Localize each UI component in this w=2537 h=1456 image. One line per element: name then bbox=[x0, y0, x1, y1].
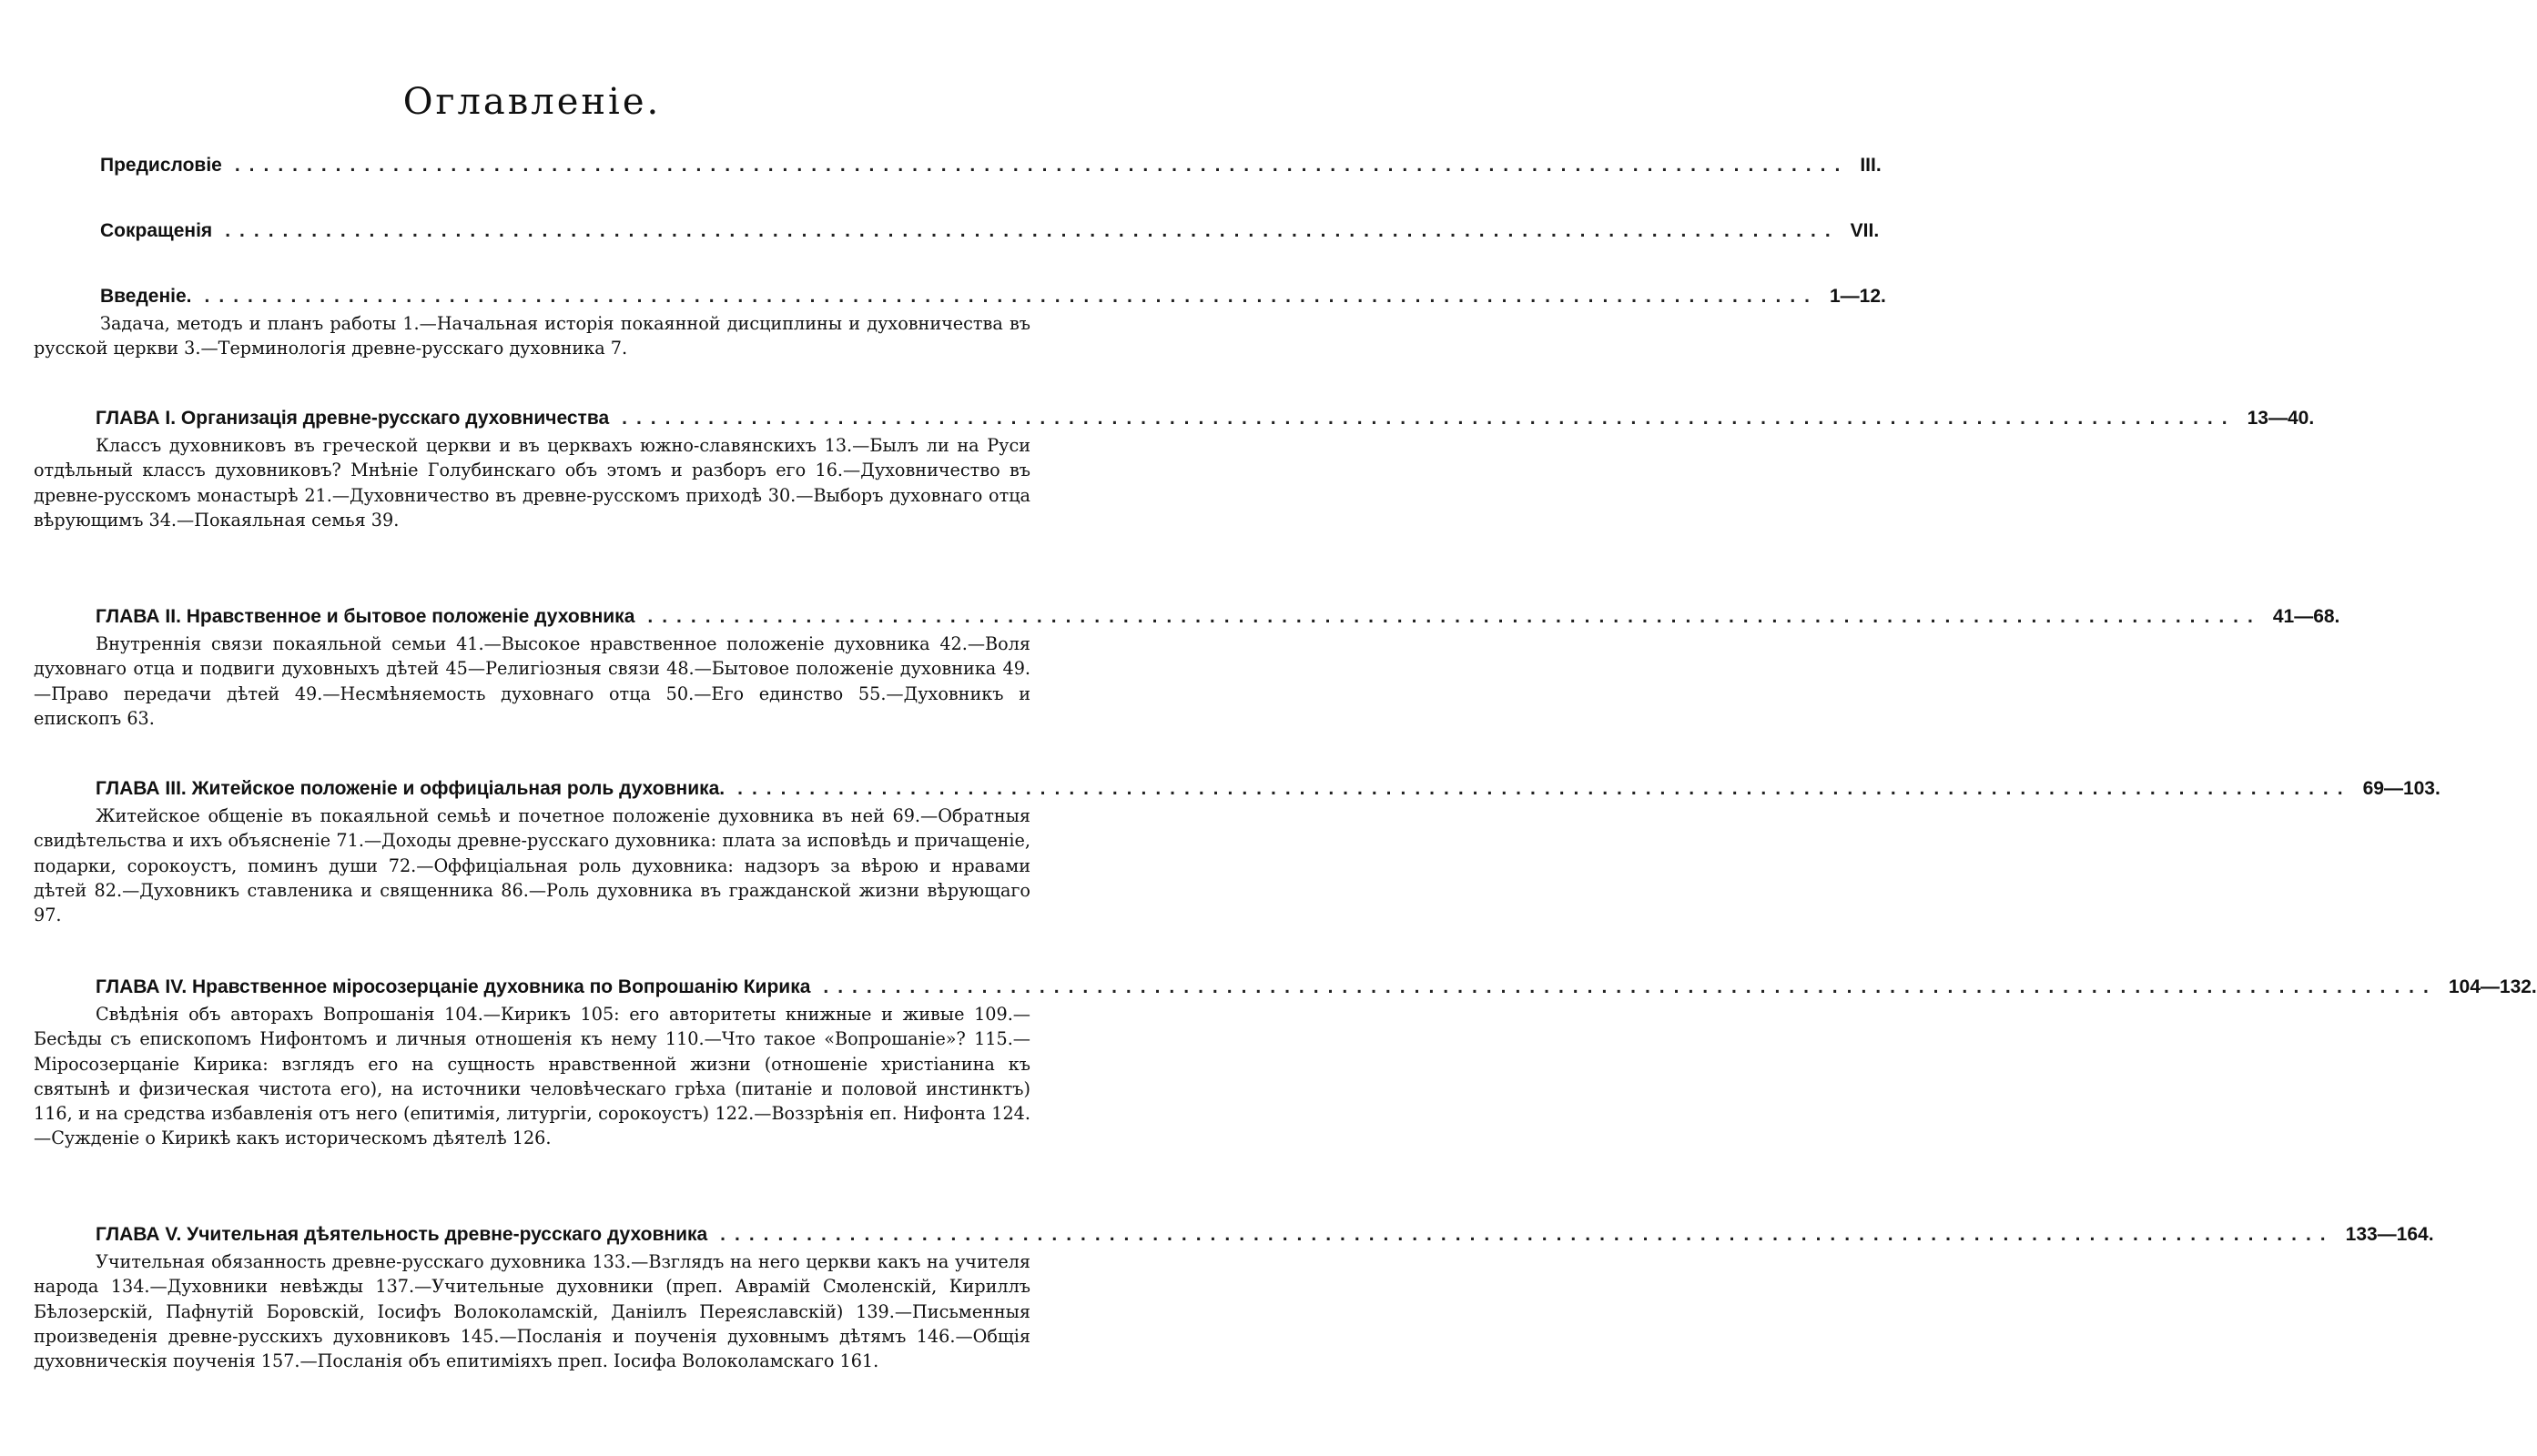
leader-dots: ................................................................................................................ bbox=[720, 1224, 2335, 1245]
toc-entry-pages: 133—164. bbox=[2345, 1224, 2434, 1245]
toc-entry-pages: 1—12. bbox=[1830, 286, 1886, 307]
toc-entry-pages: 69—103. bbox=[2362, 778, 2441, 799]
toc-entry-heading bbox=[100, 220, 1880, 242]
toc-entry-chapter-3 bbox=[34, 778, 2441, 927]
toc-entry-introduction bbox=[34, 286, 1886, 361]
toc-entry-chapter-2 bbox=[34, 606, 2340, 731]
leader-dots: ................................................................................................................ bbox=[622, 408, 2237, 429]
toc-entry-pages: VII. bbox=[1850, 220, 1880, 241]
leader-dots: ................................................................................................................ bbox=[204, 286, 1819, 307]
leader-dots: ................................................................................................................ bbox=[234, 155, 1850, 176]
toc-entry-heading bbox=[34, 976, 2537, 998]
toc-entry-pages: III. bbox=[1860, 155, 1882, 176]
page-title: Оглавленіе. bbox=[402, 80, 662, 123]
toc-entry-description: Задача, методъ и планъ работы 1.—Начальная исторія покаянной дисциплины и духовничества въ русской церкви 3.—Терминологія древне-русскаго духовника 7. bbox=[34, 313, 1030, 359]
toc-entry-label: ГЛАВА II. Нравственное и бытовое положеніе духовника bbox=[96, 606, 635, 627]
toc-entry-description: Житейское общеніе въ покаяльной семьѣ и почетное положеніе духовника въ ней 69.—Обратныя свидѣтельства и ихъ объясненіе 71.—Доходы древне-русскаго духовника: плата за исповѣдь и причащеніе, подарки, сорокоустъ, поминъ души 72.—Оффиціальная роль духовника: надзоръ за вѣрою и нравами дѣтей 82.—Духовникъ ставленика и священника 86.—Роль духовника въ гражданской жизни вѣрующаго 97. bbox=[34, 805, 1030, 926]
toc-entry-preface bbox=[100, 155, 1882, 177]
toc-entry-label: ГЛАВА IV. Нравственное міросозерцаніе духовника по Вопрошанію Кирика bbox=[96, 976, 811, 997]
toc-entry-label: ГЛАВА V. Учительная дѣятельность древне-русскаго духовника bbox=[96, 1224, 708, 1245]
toc-entry-label: ГЛАВА I. Организація древне-русскаго духовничества bbox=[96, 408, 610, 429]
toc-entry-chapter-5 bbox=[34, 1224, 2434, 1373]
toc-entry-description: Свѣдѣнія объ авторахъ Вопрошанія 104.—Кирикъ 105: его авторитеты книжные и живые 109.—Бесѣды съ епископомъ Нифонтомъ и личныя отношенія къ нему 110.—Что такое «Вопрошаніе»? 115.—Міросозерцаніе Кирика: взглядъ его на сущность нравственной жизни (отношеніе христіанина къ святынѣ и физическая чистота его), на источники человѣческаго грѣха (питаніе и половой инстинктъ) 116, и на средства избавленія отъ него (епитимія, литургіи, сорокоустъ) 122.—Воззрѣнія еп. Нифонта 124.—Сужденіе о Кирикѣ какъ историческомъ дѣятелѣ 126. bbox=[34, 1004, 1030, 1149]
toc-entry-heading bbox=[34, 408, 2315, 430]
toc-entry-label: Сокращенія bbox=[100, 220, 213, 241]
toc-entry-chapter-1 bbox=[34, 408, 2315, 532]
toc-entry-pages: 41—68. bbox=[2272, 606, 2340, 627]
toc-entry-abbreviations bbox=[100, 220, 1880, 242]
toc-entry-heading bbox=[34, 606, 2340, 628]
toc-entry-label: Введеніе. bbox=[100, 286, 192, 307]
toc-entry-heading bbox=[34, 778, 2441, 800]
toc-entry-description: Классъ духовниковъ въ греческой церкви и въ церквахъ южно-славянскихъ 13.—Былъ ли на Руси отдѣльный классъ духовниковъ? Мнѣніе Голубинскаго объ этомъ и разборъ его 16.—Духовничество въ древне-русскомъ монастырѣ 21.—Духовничество въ древне-русскомъ приходѣ 30.—Выборъ духовнаго отца вѣрующимъ 34.—Покаяльная семья 39. bbox=[34, 435, 1030, 531]
leader-dots: ................................................................................................................ bbox=[225, 220, 1840, 241]
toc-entry-label: Предисловіе bbox=[100, 155, 222, 176]
toc-entry-pages: 104—132. bbox=[2448, 976, 2537, 997]
toc-entry-heading bbox=[100, 155, 1882, 177]
toc-entry-label: ГЛАВА III. Житейское положеніе и оффиціальная роль духовника. bbox=[96, 778, 726, 799]
toc-entry-chapter-4 bbox=[34, 976, 2537, 1151]
toc-entry-heading bbox=[34, 286, 1886, 308]
leader-dots: ................................................................................................................ bbox=[647, 606, 2262, 627]
leader-dots: ................................................................................................................ bbox=[823, 976, 2438, 997]
toc-entry-description: Учительная обязанность древне-русскаго духовника 133.—Взглядъ на него церкви какъ на учителя народа 134.—Духовники невѣжды 137.—Учительные духовники (преп. Аврамій Смоленскій, Кириллъ Бѣлозерскій, Пафнутій Боровскій, Іосифъ Волоколамскій, Даніилъ Переяславскій) 139.—Письменныя произведенія древне-русскихъ духовниковъ 145.—Посланія и поученія духовнымъ дѣтямъ 146.—Общія духовническія поученія 157.—Посланія объ епитиміяхъ преп. Іосифа Волоколамскаго 161. bbox=[34, 1251, 1030, 1372]
toc-entry-pages: 13—40. bbox=[2247, 408, 2315, 429]
leader-dots: ................................................................................................................ bbox=[737, 778, 2352, 799]
toc-entry-description: Внутреннія связи покаяльной семьи 41.—Высокое нравственное положеніе духовника 42.—Воля духовнаго отца и подвиги духовныхъ дѣтей 45—Религіозныя связи 48.—Бытовое положеніе духовника 49.—Право передачи дѣтей 49.—Несмѣняемость духовнаго отца 50.—Его единство 55.—Духовникъ и епископъ 63. bbox=[34, 633, 1030, 729]
toc-entry-heading bbox=[34, 1224, 2434, 1246]
